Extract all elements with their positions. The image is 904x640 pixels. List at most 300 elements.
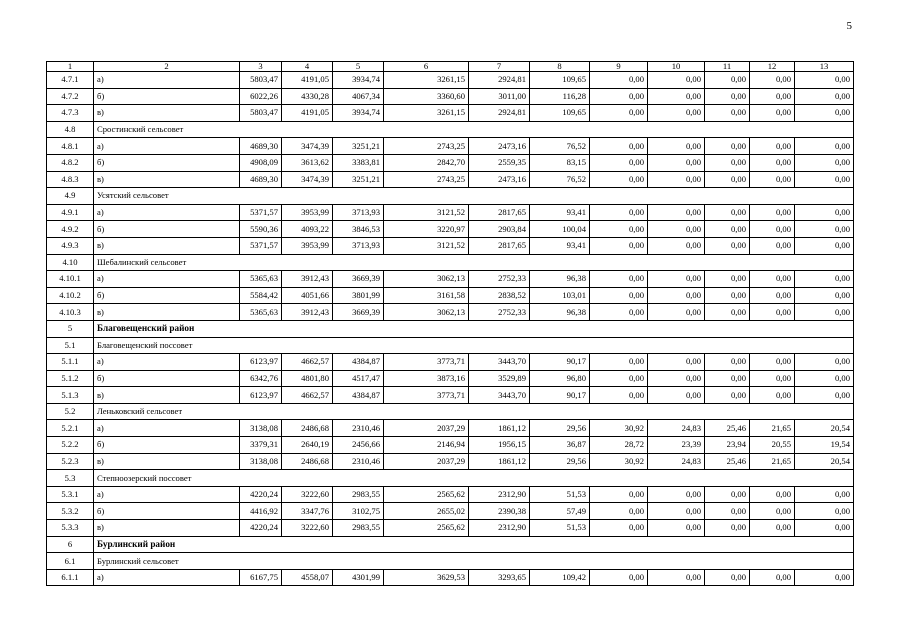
value-cell: 23,39 — [648, 437, 705, 454]
row-index: 5 — [47, 320, 94, 337]
value-cell: 24,83 — [648, 453, 705, 470]
value-cell: 2903,84 — [469, 221, 530, 238]
value-cell: 0,00 — [648, 154, 705, 171]
value-cell: 0,00 — [590, 204, 648, 221]
value-cell: 109,42 — [530, 569, 590, 586]
value-cell: 6167,75 — [240, 569, 282, 586]
value-cell: 0,00 — [590, 237, 648, 254]
value-cell: 0,00 — [750, 105, 795, 122]
value-cell: 0,00 — [750, 370, 795, 387]
table-row — [47, 387, 854, 404]
value-cell: 3261,15 — [384, 105, 469, 122]
value-cell: 0,00 — [590, 387, 648, 404]
value-cell: 2924,81 — [469, 105, 530, 122]
value-cell: 1956,15 — [469, 437, 530, 454]
row-variant: в) — [94, 171, 240, 188]
table-row — [47, 171, 854, 188]
row-variant: б) — [94, 287, 240, 304]
value-cell: 109,65 — [530, 105, 590, 122]
value-cell: 4801,80 — [282, 370, 333, 387]
value-cell: 1861,12 — [469, 420, 530, 437]
value-cell: 0,00 — [705, 387, 750, 404]
value-cell: 3934,74 — [333, 105, 384, 122]
value-cell: 3934,74 — [333, 72, 384, 89]
value-cell: 0,00 — [705, 271, 750, 288]
section-title: Бурлинский сельсовет — [94, 553, 854, 570]
value-cell: 4191,05 — [282, 105, 333, 122]
row-index: 6 — [47, 536, 94, 553]
value-cell: 0,00 — [795, 287, 854, 304]
row-index: 5.3.2 — [47, 503, 94, 520]
section-title: Шебалинский сельсовет — [94, 254, 854, 271]
row-index: 6.1 — [47, 553, 94, 570]
value-cell: 2983,55 — [333, 520, 384, 537]
value-cell: 93,41 — [530, 237, 590, 254]
value-cell: 4220,24 — [240, 520, 282, 537]
value-cell: 2817,65 — [469, 204, 530, 221]
district-row — [47, 536, 854, 553]
table-row — [47, 520, 854, 537]
value-cell: 109,65 — [530, 72, 590, 89]
value-cell: 3629,53 — [384, 569, 469, 586]
value-cell: 0,00 — [795, 354, 854, 371]
district-row — [47, 320, 854, 337]
value-cell: 0,00 — [705, 221, 750, 238]
value-cell: 0,00 — [795, 138, 854, 155]
value-cell: 76,52 — [530, 171, 590, 188]
value-cell: 3251,21 — [333, 171, 384, 188]
table-row — [47, 569, 854, 586]
row-index: 4.9.1 — [47, 204, 94, 221]
value-cell: 0,00 — [590, 271, 648, 288]
value-cell: 0,00 — [750, 88, 795, 105]
value-cell: 2310,46 — [333, 453, 384, 470]
value-cell: 0,00 — [705, 154, 750, 171]
row-variant: в) — [94, 520, 240, 537]
value-cell: 3846,53 — [333, 221, 384, 238]
row-variant: б) — [94, 370, 240, 387]
value-cell: 0,00 — [648, 387, 705, 404]
value-cell: 6342,76 — [240, 370, 282, 387]
section-row — [47, 254, 854, 271]
value-cell: 0,00 — [705, 520, 750, 537]
value-cell: 0,00 — [590, 569, 648, 586]
value-cell: 2752,33 — [469, 304, 530, 321]
row-index: 4.7.2 — [47, 88, 94, 105]
value-cell: 0,00 — [648, 204, 705, 221]
value-cell: 96,80 — [530, 370, 590, 387]
value-cell: 0,00 — [750, 569, 795, 586]
value-cell: 0,00 — [590, 287, 648, 304]
value-cell: 3669,39 — [333, 271, 384, 288]
table-row — [47, 370, 854, 387]
value-cell: 5365,63 — [240, 271, 282, 288]
value-cell: 0,00 — [705, 503, 750, 520]
value-cell: 0,00 — [590, 105, 648, 122]
header-cell: 1 — [47, 62, 94, 72]
row-index: 4.8.3 — [47, 171, 94, 188]
value-cell: 0,00 — [648, 271, 705, 288]
value-cell: 3443,70 — [469, 354, 530, 371]
header-cell: 12 — [750, 62, 795, 72]
value-cell: 3360,60 — [384, 88, 469, 105]
value-cell: 3222,60 — [282, 486, 333, 503]
value-cell: 51,53 — [530, 486, 590, 503]
value-cell: 0,00 — [648, 72, 705, 89]
value-cell: 0,00 — [795, 271, 854, 288]
value-cell: 2146,94 — [384, 437, 469, 454]
value-cell: 2924,81 — [469, 72, 530, 89]
row-index: 6.1.1 — [47, 569, 94, 586]
row-variant: а) — [94, 138, 240, 155]
header-cell: 5 — [333, 62, 384, 72]
value-cell: 0,00 — [750, 387, 795, 404]
value-cell: 3474,39 — [282, 171, 333, 188]
value-cell: 4191,05 — [282, 72, 333, 89]
row-index: 4.10.2 — [47, 287, 94, 304]
value-cell: 6022,26 — [240, 88, 282, 105]
value-cell: 0,00 — [590, 370, 648, 387]
row-variant: в) — [94, 453, 240, 470]
value-cell: 5590,36 — [240, 221, 282, 238]
row-variant: в) — [94, 237, 240, 254]
value-cell: 2842,70 — [384, 154, 469, 171]
value-cell: 0,00 — [750, 221, 795, 238]
value-cell: 3443,70 — [469, 387, 530, 404]
value-cell: 51,53 — [530, 520, 590, 537]
header-cell: 10 — [648, 62, 705, 72]
value-cell: 0,00 — [590, 221, 648, 238]
row-index: 5.2.1 — [47, 420, 94, 437]
value-cell: 25,46 — [705, 453, 750, 470]
row-index: 4.10 — [47, 254, 94, 271]
value-cell: 2473,16 — [469, 171, 530, 188]
row-index: 4.8.1 — [47, 138, 94, 155]
table-row — [47, 154, 854, 171]
row-index: 5.1.2 — [47, 370, 94, 387]
value-cell: 0,00 — [795, 154, 854, 171]
value-cell: 96,38 — [530, 304, 590, 321]
row-index: 5.2.3 — [47, 453, 94, 470]
value-cell: 0,00 — [795, 304, 854, 321]
value-cell: 0,00 — [750, 520, 795, 537]
value-cell: 0,00 — [750, 138, 795, 155]
table-row — [47, 420, 854, 437]
table-row — [47, 221, 854, 238]
value-cell: 0,00 — [705, 88, 750, 105]
value-cell: 3102,75 — [333, 503, 384, 520]
value-cell: 4301,99 — [333, 569, 384, 586]
value-cell: 0,00 — [750, 237, 795, 254]
value-cell: 4689,30 — [240, 171, 282, 188]
section-row — [47, 553, 854, 570]
header-cell: 9 — [590, 62, 648, 72]
row-variant: б) — [94, 503, 240, 520]
value-cell: 20,54 — [795, 453, 854, 470]
value-cell: 0,00 — [648, 520, 705, 537]
value-cell: 0,00 — [648, 503, 705, 520]
row-variant: а) — [94, 569, 240, 586]
value-cell: 2743,25 — [384, 138, 469, 155]
value-cell: 0,00 — [795, 204, 854, 221]
value-cell: 3801,99 — [333, 287, 384, 304]
value-cell: 0,00 — [648, 88, 705, 105]
value-cell: 30,92 — [590, 420, 648, 437]
value-cell: 0,00 — [705, 138, 750, 155]
value-cell: 90,17 — [530, 354, 590, 371]
value-cell: 3713,93 — [333, 204, 384, 221]
value-cell: 3138,08 — [240, 420, 282, 437]
value-cell: 57,49 — [530, 503, 590, 520]
value-cell: 0,00 — [648, 287, 705, 304]
section-title: Благовещенский поссовет — [94, 337, 854, 354]
value-cell: 5803,47 — [240, 105, 282, 122]
value-cell: 103,01 — [530, 287, 590, 304]
value-cell: 2456,66 — [333, 437, 384, 454]
value-cell: 0,00 — [590, 72, 648, 89]
value-cell: 3873,16 — [384, 370, 469, 387]
value-cell: 0,00 — [705, 287, 750, 304]
value-cell: 0,00 — [590, 503, 648, 520]
value-cell: 3474,39 — [282, 138, 333, 155]
district-title: Благовещенский район — [94, 320, 854, 337]
row-index: 4.8.2 — [47, 154, 94, 171]
value-cell: 83,15 — [530, 154, 590, 171]
value-cell: 0,00 — [750, 503, 795, 520]
value-cell: 24,83 — [648, 420, 705, 437]
value-cell: 3121,52 — [384, 237, 469, 254]
value-cell: 2565,62 — [384, 520, 469, 537]
value-cell: 4384,87 — [333, 387, 384, 404]
value-cell: 3953,99 — [282, 237, 333, 254]
value-cell: 4051,66 — [282, 287, 333, 304]
value-cell: 2473,16 — [469, 138, 530, 155]
page-number: 5 — [846, 20, 852, 32]
row-variant: б) — [94, 88, 240, 105]
row-variant: б) — [94, 154, 240, 171]
value-cell: 0,00 — [795, 520, 854, 537]
value-cell: 2983,55 — [333, 486, 384, 503]
row-index: 5.3 — [47, 470, 94, 487]
value-cell: 0,00 — [750, 72, 795, 89]
value-cell: 0,00 — [590, 520, 648, 537]
row-index: 4.10.3 — [47, 304, 94, 321]
table-row — [47, 204, 854, 221]
value-cell: 0,00 — [648, 171, 705, 188]
header-cell: 3 — [240, 62, 282, 72]
table-row — [47, 105, 854, 122]
value-cell: 0,00 — [750, 304, 795, 321]
value-cell: 90,17 — [530, 387, 590, 404]
row-variant: б) — [94, 437, 240, 454]
value-cell: 3912,43 — [282, 271, 333, 288]
value-cell: 0,00 — [590, 171, 648, 188]
table-row — [47, 72, 854, 89]
table-row — [47, 437, 854, 454]
value-cell: 0,00 — [705, 105, 750, 122]
value-cell: 100,04 — [530, 221, 590, 238]
row-index: 5.1 — [47, 337, 94, 354]
value-cell: 4908,09 — [240, 154, 282, 171]
value-cell: 21,65 — [750, 420, 795, 437]
header-cell: 7 — [469, 62, 530, 72]
table-row — [47, 354, 854, 371]
section-row — [47, 188, 854, 205]
value-cell: 0,00 — [795, 370, 854, 387]
value-cell: 3062,13 — [384, 271, 469, 288]
row-variant: а) — [94, 354, 240, 371]
value-cell: 0,00 — [590, 304, 648, 321]
value-cell: 76,52 — [530, 138, 590, 155]
value-cell: 0,00 — [705, 304, 750, 321]
row-variant: в) — [94, 387, 240, 404]
value-cell: 2312,90 — [469, 520, 530, 537]
row-variant: а) — [94, 204, 240, 221]
value-cell: 5584,42 — [240, 287, 282, 304]
row-index: 4.8 — [47, 121, 94, 138]
value-cell: 2486,68 — [282, 453, 333, 470]
value-cell: 3062,13 — [384, 304, 469, 321]
value-cell: 2037,29 — [384, 420, 469, 437]
section-title: Степноозерский поссовет — [94, 470, 854, 487]
value-cell: 0,00 — [795, 88, 854, 105]
value-cell: 93,41 — [530, 204, 590, 221]
value-cell: 0,00 — [795, 221, 854, 238]
value-cell: 4416,92 — [240, 503, 282, 520]
value-cell: 19,54 — [795, 437, 854, 454]
section-row — [47, 337, 854, 354]
value-cell: 5803,47 — [240, 72, 282, 89]
section-title: Усятский сельсовет — [94, 188, 854, 205]
row-index: 4.7.1 — [47, 72, 94, 89]
value-cell: 0,00 — [590, 154, 648, 171]
header-row — [47, 62, 854, 72]
table-row — [47, 271, 854, 288]
value-cell: 0,00 — [590, 138, 648, 155]
value-cell: 4330,28 — [282, 88, 333, 105]
value-cell: 3138,08 — [240, 453, 282, 470]
value-cell: 0,00 — [750, 486, 795, 503]
value-cell: 116,28 — [530, 88, 590, 105]
value-cell: 3669,39 — [333, 304, 384, 321]
value-cell: 0,00 — [648, 221, 705, 238]
value-cell: 2312,90 — [469, 486, 530, 503]
value-cell: 0,00 — [795, 569, 854, 586]
value-cell: 0,00 — [705, 486, 750, 503]
value-cell: 28,72 — [590, 437, 648, 454]
value-cell: 0,00 — [795, 387, 854, 404]
value-cell: 36,87 — [530, 437, 590, 454]
value-cell: 3613,62 — [282, 154, 333, 171]
value-cell: 2559,35 — [469, 154, 530, 171]
value-cell: 0,00 — [795, 486, 854, 503]
value-cell: 0,00 — [750, 171, 795, 188]
value-cell: 3222,60 — [282, 520, 333, 537]
value-cell: 0,00 — [705, 237, 750, 254]
value-cell: 4517,47 — [333, 370, 384, 387]
value-cell: 0,00 — [705, 354, 750, 371]
value-cell: 0,00 — [750, 154, 795, 171]
value-cell: 4689,30 — [240, 138, 282, 155]
value-cell: 0,00 — [590, 486, 648, 503]
value-cell: 3161,58 — [384, 287, 469, 304]
value-cell: 20,55 — [750, 437, 795, 454]
district-title: Бурлинский район — [94, 536, 854, 553]
value-cell: 3251,21 — [333, 138, 384, 155]
row-index: 5.1.3 — [47, 387, 94, 404]
value-cell: 3011,00 — [469, 88, 530, 105]
value-cell: 5365,63 — [240, 304, 282, 321]
value-cell: 2037,29 — [384, 453, 469, 470]
value-cell: 0,00 — [648, 304, 705, 321]
value-cell: 0,00 — [648, 105, 705, 122]
value-cell: 0,00 — [648, 237, 705, 254]
value-cell: 3773,71 — [384, 354, 469, 371]
value-cell: 0,00 — [795, 105, 854, 122]
value-cell: 3293,65 — [469, 569, 530, 586]
header-cell: 4 — [282, 62, 333, 72]
row-index: 4.9 — [47, 188, 94, 205]
row-variant: б) — [94, 221, 240, 238]
table-row — [47, 503, 854, 520]
value-cell: 2838,52 — [469, 287, 530, 304]
header-cell: 13 — [795, 62, 854, 72]
value-cell: 3220,97 — [384, 221, 469, 238]
row-index: 5.3.3 — [47, 520, 94, 537]
value-cell: 0,00 — [590, 354, 648, 371]
row-index: 5.2.2 — [47, 437, 94, 454]
row-variant: а) — [94, 271, 240, 288]
row-index: 5.2 — [47, 403, 94, 420]
value-cell: 29,56 — [530, 420, 590, 437]
value-cell: 2390,38 — [469, 503, 530, 520]
value-cell: 4662,57 — [282, 354, 333, 371]
value-cell: 0,00 — [705, 171, 750, 188]
header-cell: 2 — [94, 62, 240, 72]
row-index: 4.7.3 — [47, 105, 94, 122]
value-cell: 1861,12 — [469, 453, 530, 470]
value-cell: 0,00 — [648, 569, 705, 586]
value-cell: 0,00 — [648, 370, 705, 387]
value-cell: 4384,87 — [333, 354, 384, 371]
value-cell: 3383,81 — [333, 154, 384, 171]
value-cell: 2486,68 — [282, 420, 333, 437]
value-cell: 2565,62 — [384, 486, 469, 503]
row-index: 4.9.2 — [47, 221, 94, 238]
row-index: 5.1.1 — [47, 354, 94, 371]
value-cell: 0,00 — [750, 204, 795, 221]
value-cell: 0,00 — [795, 72, 854, 89]
table-row — [47, 237, 854, 254]
row-index: 4.9.3 — [47, 237, 94, 254]
value-cell: 0,00 — [590, 88, 648, 105]
section-row — [47, 403, 854, 420]
table-row — [47, 88, 854, 105]
value-cell: 6123,97 — [240, 387, 282, 404]
row-variant: в) — [94, 105, 240, 122]
value-cell: 0,00 — [648, 138, 705, 155]
value-cell: 20,54 — [795, 420, 854, 437]
table-row — [47, 304, 854, 321]
value-cell: 3261,15 — [384, 72, 469, 89]
value-cell: 0,00 — [705, 204, 750, 221]
value-cell: 3912,43 — [282, 304, 333, 321]
value-cell: 2752,33 — [469, 271, 530, 288]
value-cell: 4662,57 — [282, 387, 333, 404]
value-cell: 0,00 — [795, 503, 854, 520]
value-cell: 96,38 — [530, 271, 590, 288]
value-cell: 2655,02 — [384, 503, 469, 520]
